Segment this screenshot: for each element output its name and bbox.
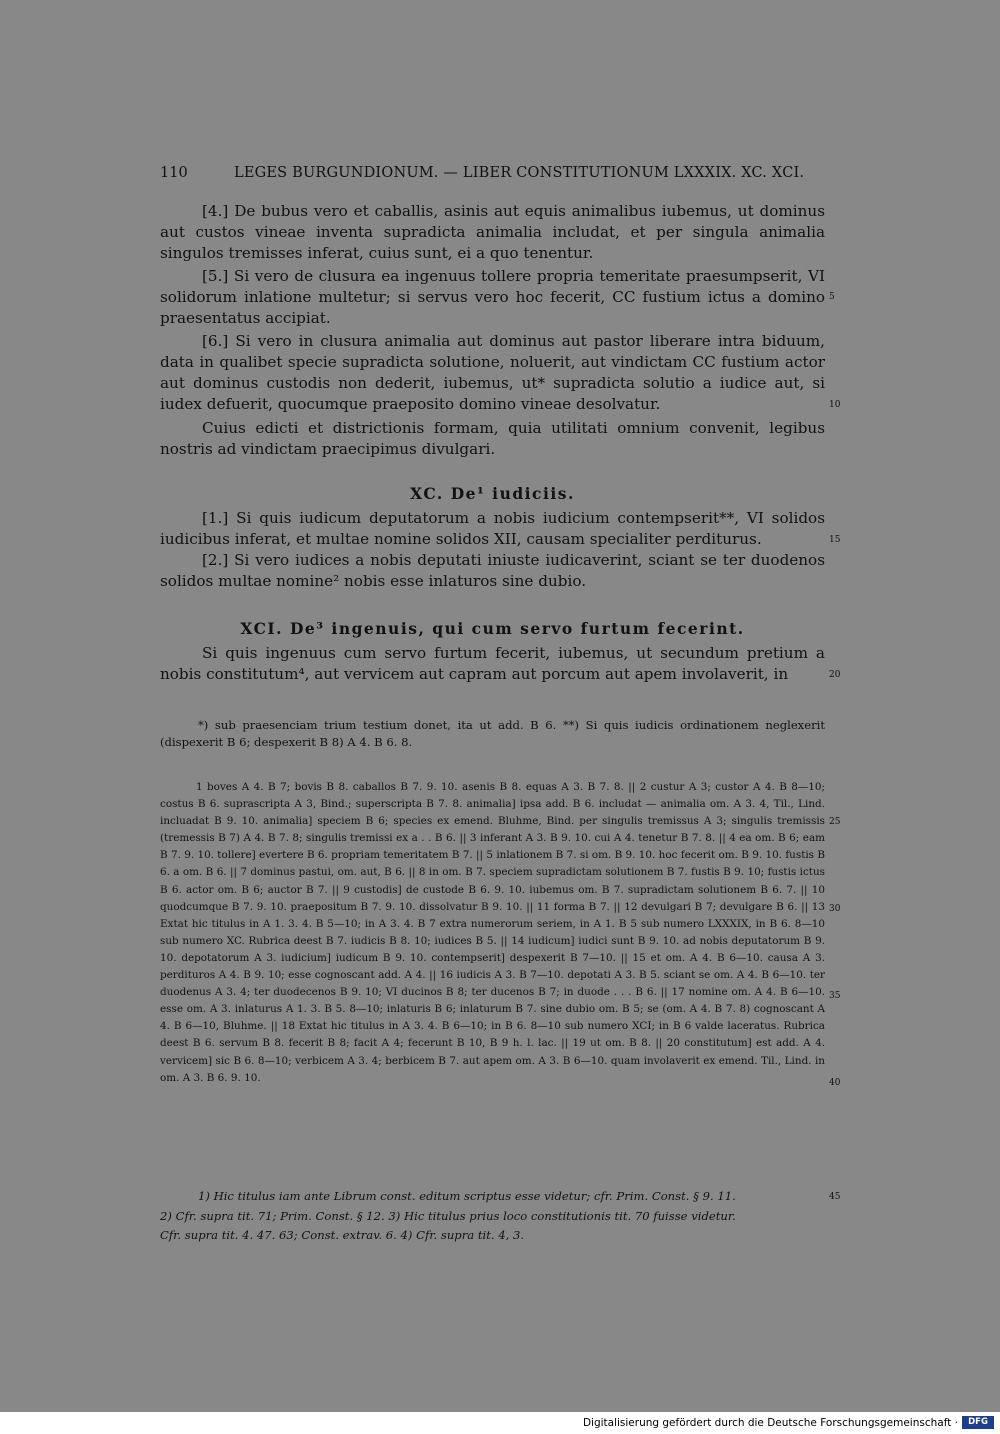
section-title-xci: XCI. De³ ingenuis, qui cum servo furtum fecerint. <box>240 619 745 638</box>
funding-credit: Digitalisierung gefördert durch die Deutsche Forschungsgemeinschaft · <box>582 1417 958 1429</box>
paragraph-xc-2: [2.] Si vero iudices a nobis deputati iniuste iudicaverint, sciant se ter duodenos solidos multae nomine² nobis esse inlaturos sine dubio. <box>160 551 825 590</box>
paragraph-5: [5.] Si vero de clusura ea ingenuus tollere propria temeritate praesumpserit, VI solidorum inlatione multetur; si servus vero hoc fecerit, CC fustium ictus a domino praesentatus accipiat. <box>160 267 825 327</box>
paragraph-4: [4.] De bubus vero et caballis, asinis aut equis animalibus iubemus, ut dominus aut custos vineae inventa supradicta animalia includat, et per singula animalia singulos tremisses inferat, cuius sunt, ei a quo tenentur. <box>160 202 825 262</box>
dfg-logo: DFG <box>962 1416 994 1429</box>
digitization-footer <box>0 1412 1000 1434</box>
line-number: 40 <box>829 1078 841 1088</box>
paragraph-edict: Cuius edicti et districtionis formam, quia utilitati omnium convenit, legibus nostris ad vindictam praecipimus divulgari. <box>160 419 825 458</box>
paragraph-6: [6.] Si vero in clusura animalia aut dominus aut pastor liberare intra biduum, data in qualibet specie supradicta solutione, noluerit, aut vindictam CC fustium actor aut dominus custodis non dederit, iubemus, ut* supradicta solutio a iudice aut, si iudex defuerit, quocumque praeposito domino vineae desolvatur. <box>160 332 825 413</box>
footnote-asterisk: *) sub praesenciam trium testium donet, ita ut add. B 6. **) Si quis iudicis ordinationem neglexerit (dispexerit B 6; despexerit B 8) A 4. B 6. 8. <box>160 718 825 749</box>
line-number: 35 <box>829 991 841 1001</box>
line-number: 30 <box>829 904 841 914</box>
numbered-notes <box>160 1187 825 1246</box>
note-line: Cfr. supra tit. 4. 47. 63; Const. extrav. 6. 4) Cfr. supra tit. 4, 3. <box>160 1228 525 1242</box>
page-number: 110 <box>160 165 188 181</box>
note-line: 2) Cfr. supra tit. 71; Prim. Const. § 12. 3) Hic titulus prius loco constitutionis tit. 70 fuisse videtur. <box>160 1208 736 1223</box>
note-line: 1) Hic titulus iam ante Librum const. editum scriptus esse videtur; cfr. Prim. Const. § 9. 11. <box>198 1189 736 1203</box>
paragraph-xci-1: Si quis ingenuus cum servo furtum fecerit, iubemus, ut secundum pretium a nobis constitutum⁴, aut vervicem aut capram aut porcum aut apem involaverit, in <box>160 644 825 683</box>
line-number: 25 <box>829 817 841 827</box>
line-number: 20 <box>829 670 841 680</box>
line-number: 5 <box>829 292 835 302</box>
section-title-xc: XC. De¹ iudiciis. <box>410 484 575 503</box>
line-number: 15 <box>829 535 841 545</box>
line-number: 10 <box>829 400 841 410</box>
running-header <box>160 165 830 185</box>
running-title: LEGES BURGUNDIONUM. — LIBER CONSTITUTIONUM LXXXIX. XC. XCI. <box>234 165 805 181</box>
critical-apparatus: 1 boves A 4. B 7; bovis B 8. caballos B 7. 9. 10. asenis B 8. equas A 3. B 7. 8. || 2 custur A 3; custor A 4. B 8—10; costus B 6. suprascripta A 3, Bind.; superscripta B 7. 8. animalia] ipsa add. B 6. includat — animalia om. A 3. 4, Til., Lind. incluadat B 9. 10. animalia] speciem B 6; species ex emend. Bluhme, Bind. per singulis tremissus A 3; singulis tremissis (tremessis B 7) A 4. B 7. 8; singulis tremissi ex a . . B 6. || 3 inferant A 3. B 9. 10. cui A 4. tenetur B 7. 8. || 4 ea om. B 6; eam B 7. 9. 10. tollere] evertere B 6. propriam temeritatem B 7. || 5 inlationem B 7. si om. B 9. 10. hoc fecerit om. B 9. 10. fustis B 6. a om. B 6. || 7 dominus pastui, om. aut, B 6. || 8 in om. B 7. speciem supradictam solutionem B 7. fustis B 9. 10; fustis ictus B 6. actor om. B 6; auctor B 7. || 9 custodis] de custode B 6. 9. 10. iubemus om. B 7. supradictam solutionem B 6. 7. || 10 quodcumque B 7. 9. 10. praepositum B 7. 9. 10. dissolvatur B 9. 10. || 11 forma B 7. || 12 devulgari B 7; devulgare B 6. || 13 Extat hic titulus in A 1. 3. 4. B 5—10; in A 3. 4. B 7 extra numerorum seriem, in A 1. B 5 sub numero LXXXIX, in B 6. 8—10 sub numero XC. Rubrica deest B 7. iudicis B 8. 10; iudices B 5. || 14 iudicum] iudici sunt B 9. 10. ad nobis deputatorum B 9. 10. depotatorum A 3. iudicium] iudicum B 9. 10. contempserit] despexerit B 7—10. || 15 et om. A 4. B 6—10. causa A 3. perdituros A 4. B 9. 10; esse cognoscant add. A 4. || 16 iudicis A 3. B 7—10. depotati A 3. B 5. sciant se om. A 4. B 6—10. ter duodenus A 3. 4; ter duodecenos B 9. 10; VI ducinos B 8; ter ducenos B 7; in duode . . . B 6. || 17 nomine om. A 4. B 6—10. esse om. A 3. inlaturus A 1. 3. B 5. 8—10; inlaturis B 6; inlaturum B 7. sine dubio om. B 5; se (om. A 4. B 7. 8) cognoscant A 4. B 6—10, Bluhme. || 18 Extat hic titulus in A 3. 4. B 6—10; in B 6. 8—10 sub numero XCI; in B 6 valde laceratus. Rubrica deest B 6. servum B 8. fecerit B 8; facit A 4; fecerunt B 10, B 9 h. l. lac. || 19 ut om. B 8. || 20 constitutum] est add. A 4. vervicem] sic B 6. 8—10; verbicem A 3. 4; berbicem B 7. aut apem om. A 3. B 6—10. quam involaverit ex emend. Til., Lind. in om. A 3. B 6. 9. 10. <box>160 781 825 1084</box>
paragraph-xc-1: [1.] Si quis iudicum deputatorum a nobis iudicium contempserit**, VI solidos iudicibus inferat, et multae nomine solidos XII, causam specialiter perditurus. <box>160 509 825 548</box>
line-number: 45 <box>829 1192 841 1202</box>
